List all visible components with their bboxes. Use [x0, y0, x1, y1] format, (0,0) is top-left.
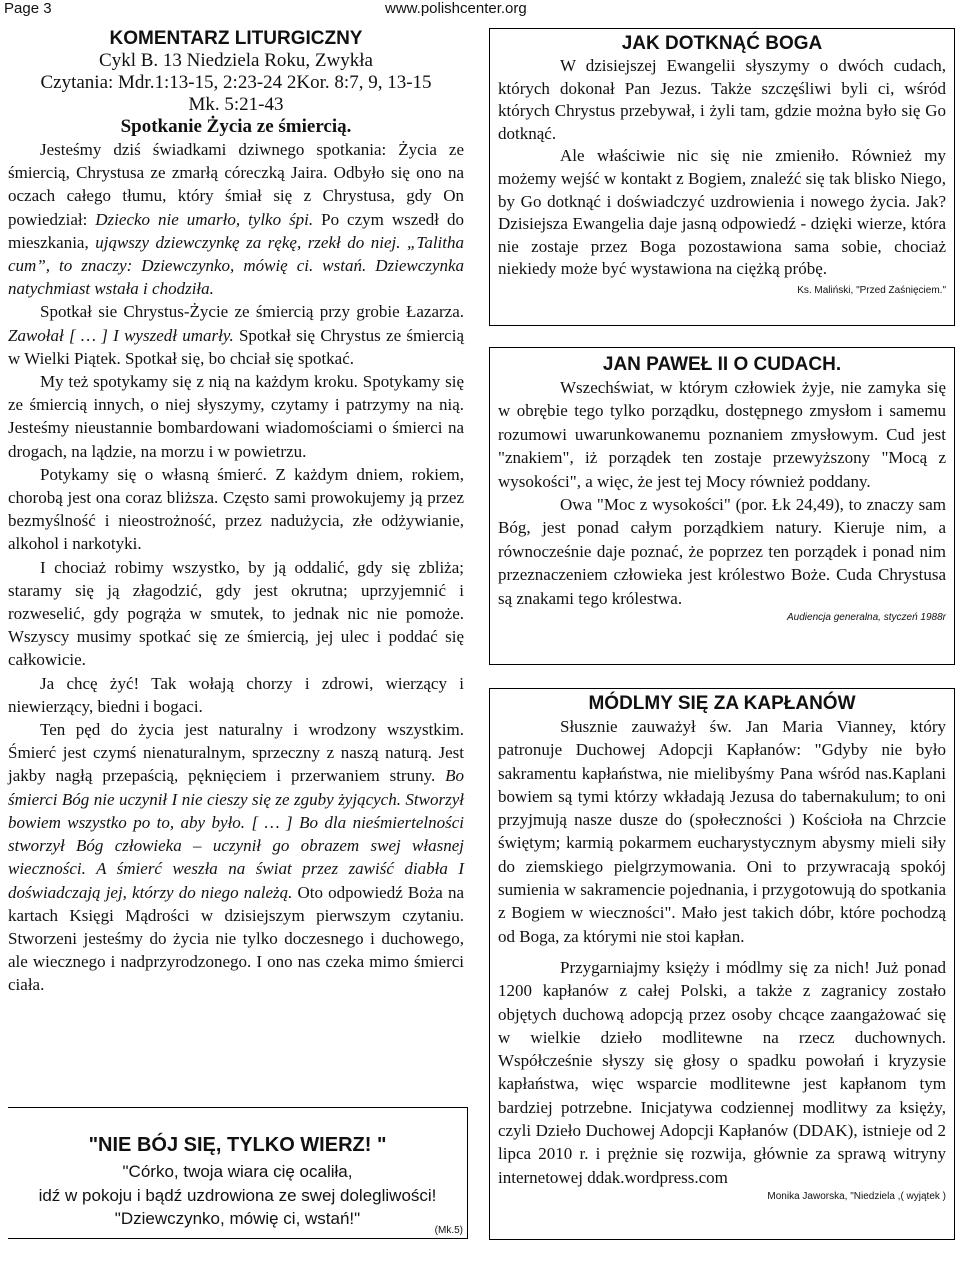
liturgical-cycle: Cykl B. 13 Niedziela Roku, Zwykła — [99, 50, 373, 71]
box-title: MÓDLMY SIĘ ZA KAPŁANÓW — [588, 693, 856, 714]
commentary-paragraph: Potykamy się o własną śmierć. Z każdym dniem, rokiem, chorobą jest ona coraz bliższa. Często sami prowokujemy ją przez bezmyślność i nieostrożność, przez nadużycia, złe odżywianie, alkohol i narkotyki. — [8, 464, 464, 554]
quote-line: "Córko, twoja wiara cię ocaliła, — [122, 1162, 353, 1181]
commentary-paragraph: Spotkał sie Chrystus-Życie ze śmiercią przy grobie Łazarza. Zawołał [ … ] I wyszedł umarły. Spotkał się Chrystus ze śmiercią w Wielki Piątek. Spotkał się, bo chciał się spotkać. — [8, 302, 464, 368]
site-url: www.polishcenter.org — [385, 0, 527, 17]
readings-line: Czytania: Mdr.1:13-15, 2:23-24 2Kor. 8:7, 9, 13-15 — [40, 72, 432, 93]
quote-box — [8, 1107, 468, 1239]
quote-line: "Dziewczynko, mówię ci, wstań!" — [114, 1209, 361, 1228]
box-paragraph: Ale właściwie nic się nie zmieniło. Również my możemy wejść w kontakt z Bogiem, znaleźć się tak blisko Niego, by Go dotknąć i doświadczyć uzdrowienia i nowego życia. Jak? Dzisiejsza Ewangelia daje jasną odpowiedź - dzięki wierze, która nie zostaje przez Boga pozostawiona sama sobie, chociaż niekiedy może być wystawiona na ciężką próbę. — [498, 146, 946, 279]
commentary-paragraph: Ja chcę żyć! Tak wołają chorzy i zdrowi, wierzący i niewierzący, biedni i bogaci. — [8, 673, 464, 716]
commentary-heading: Spotkanie Życia ze śmiercią. — [120, 116, 352, 137]
quote-line: idź w pokoju i bądź uzdrowiona ze swej dolegliwości! — [38, 1186, 437, 1205]
box-source: Audiencja generalna, styczeń 1988r — [787, 612, 946, 624]
quote-title: "NIE BÓJ SIĘ, TYLKO WIERZ! " — [88, 1134, 387, 1156]
box-paragraph: Wszechświat, w którym człowiek żyje, nie zamyka się w obrębie tego tylko porządku, dostępnego zmysłom i samemu rozumowi uwarunkowanemu poznaniem zmysłowym. Cud jest "znakiem", iż porządek ten zostaje przewyższony "Mocą z wysokości", a więc, że jest tej Mocy również poddany. — [498, 378, 946, 491]
box-modlmy-sie-za-kaplanow — [489, 688, 955, 1240]
box-source: Ks. Maliński, "Przed Zaśnięciem." — [797, 284, 946, 296]
box-title: JAK DOTKNĄĆ BOGA — [621, 33, 823, 54]
commentary-paragraph: Jesteśmy dziś świadkami dziwnego spotkania: Życia ze śmiercią, Chrystusa ze zmarłą córeczką Jaira. Odbyło się ono na oczach całego tłumu, który śmiał się z Chrystusa, gdy On powiedział: Dziecko nie umarło, tylko śpi. Po czym wszedł do mieszkania, ująwszy dziewczynkę za rękę, rzekł do niej. „Talitha cum”, to znaczy: Dziewczynko, mówię ci. wstań. Dziewczynka natychmiast wstała i chodziła. — [8, 140, 464, 299]
commentary-title: KOMENTARZ LITURGICZNY — [109, 28, 363, 49]
readings-line-2: Mk. 5:21-43 — [188, 94, 284, 115]
commentary-paragraph: I chociaż robimy wszystko, by ją oddalić, gdy się zbliża; staramy się ją złagodzić, gdy jest okrutna; uprzyjemnić i rozweselić, gdy pogrąża w smutek, to jednak nic nie pomoże. Wszyscy musimy spotkać się ze śmiercią, jej ulec i poddać się całkowicie. — [8, 557, 464, 670]
box-paragraph: W dzisiejszej Ewangelii słyszymy o dwóch cudach, których dokonał Pan Jezus. Także szczęśliwi byli ci, wśród których Chrystus przebywał, i żyli tam, gdzie można było się Go dotknąć. — [498, 56, 946, 143]
box-paragraph: Słusznie zauważył św. Jan Maria Vianney, który patronuje Duchowej Adopcji Kapłanów: "Gdyby nie było sakramentu kapłaństwa, nie mielibyśmy Pana wśród nas.Kaplani bowiem są tymi którzy wkładają Jezusa do tabernakulum; to oni przyjmują nasze dusze do (społeczności ) Kościoła na Chrzcie świętym; karmią pokarmem eucharystycznym abysmy mieli siły do ziemskiego pielgrzymowania. Oni to przywracają spokój sumienia w sakramencie pojednania, i przygotowują do spotkania z Bogiem w wieczności". Mało jest takich dóbr, które pochodzą od Boga, za którymi nie stoi kapłan. — [498, 717, 946, 946]
commentary-paragraph: My też spotykamy się z nią na każdym kroku. Spotykamy się ze śmiercią innych, o niej słyszymy, czytamy i patrzymy na nią. Jesteśmy nieustannie bombardowani wiadomościami o śmierci na drogach, na lądzie, na morzu i w powietrzu. — [8, 372, 464, 461]
box-jan-pawel-cuda — [489, 347, 955, 665]
box-jak-dotknac-boga — [489, 28, 955, 326]
commentary-paragraph: Ten pęd do życia jest naturalny i wrodzony wszystkim. Śmierć jest czymś nienaturalnym, sprzeczny z naszą naturą. Jest jakby nagłą przepaścią, pęknięciem i przerwaniem struny. Bo śmierci Bóg nie uczynił I nie cieszy się ze zguby żyjących. Stworzył bowiem wszystko po to, aby było. [ … ] Bo dla nieśmiertelności stworzył Bóg człowieka – uczynił go obrazem swej własnej wieczności. A śmierć weszła na świat przez zawiść diabła I doświadczają jej, którzy do niego należą. Oto odpowiedź Boża na kartach Księgi Mądrości w dzisiejszym pierwszym czytaniu. Stworzeni jesteśmy do życia nie tylko doczesnego i duchowego, ale wiecznego i nadprzyrodzonego. I ono nas czeka mimo śmierci ciała. — [8, 720, 464, 995]
box-title: JAN PAWEŁ II O CUDACH. — [602, 354, 842, 375]
box-source: Monika Jaworska, "Niedziela ,( wyjątek ) — [767, 1190, 946, 1202]
box-paragraph: Owa "Moc z wysokości" (por. Łk 24,49), to znaczy sam Bóg, jest ponad całym porządkiem natury. Kieruje nim, a równocześnie daje poznać, że poprzez ten porządek i ponad nim przeznaczeniem człowieka jest królestwo Boże. Cuda Chrystusa są znakami tego królestwa. — [498, 495, 946, 608]
box-paragraph: Przygarniajmy księży i módlmy się za nich! Już ponad 1200 kapłanów z całej Polski, a także z zagranicy zostało objętych duchową adopcją przez osoby chcące zaangażować się w wielkie dzieło modlitewne na rzecz duchownych. Współcześnie słyszy się głosy o spadku powołań i kryzysie kapłaństwa, więc wsparcie modlitewne jest kapłanom tym bardziej potrzebne. Inicjatywa codziennej modlitwy za księży, czyli Dzieło Duchowej Adopcji Kapłanów (DDAK), istnieje od 2 lipca 2010 r. i prężnie się rozwija, głównie za sprawą witryny internetowej ddak.wordpress.com — [498, 957, 946, 1187]
liturgical-commentary — [8, 28, 464, 997]
page-number: Page 3 — [4, 0, 52, 17]
quote-source: (Mk.5) — [434, 1225, 463, 1236]
